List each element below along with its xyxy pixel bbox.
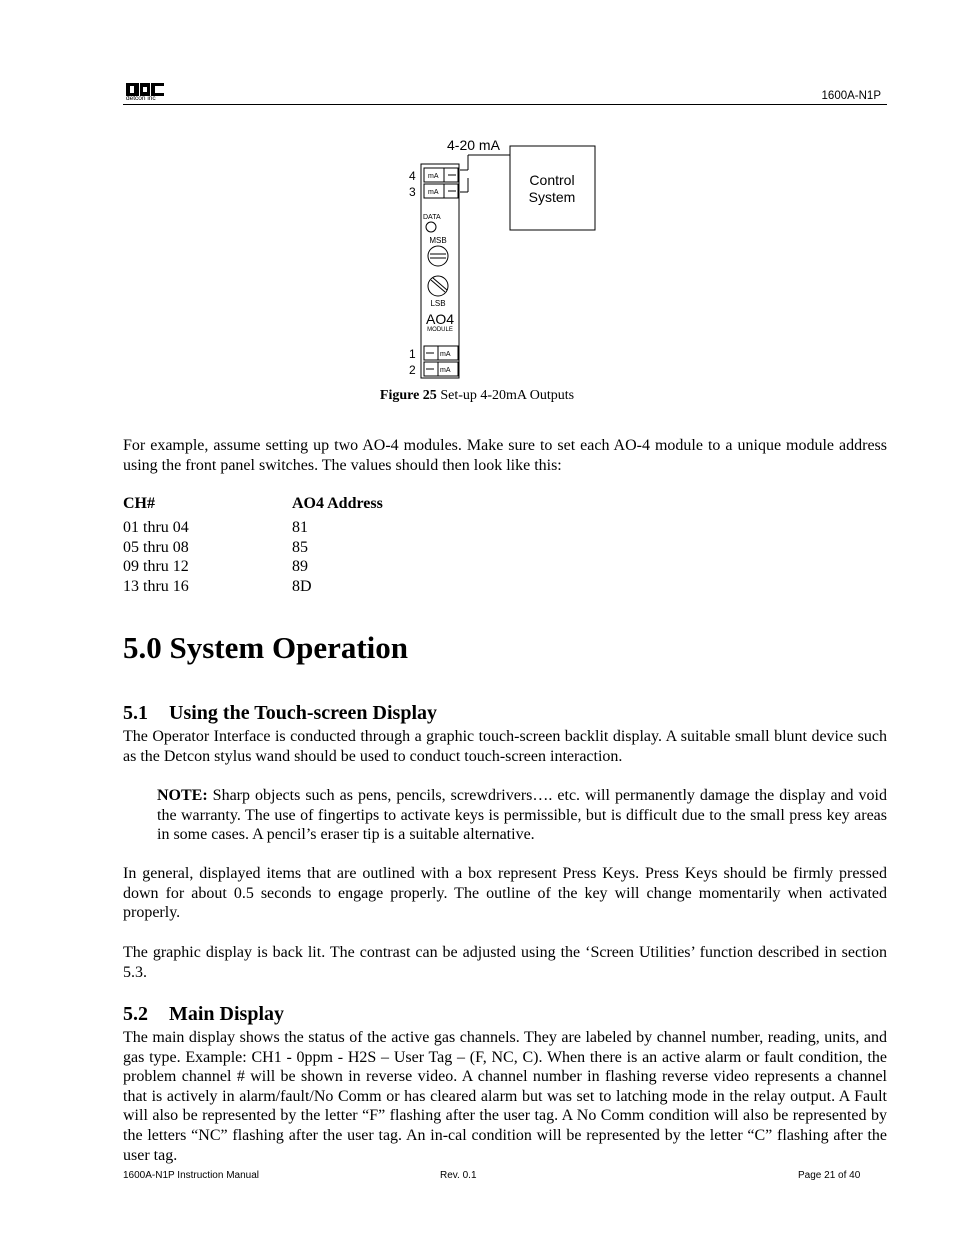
paragraph: The Operator Interface is conducted through a graphic touch-screen backlit display. A suitable small blunt device such as the Detcon stylus wand should be used to conduct touch-screen interaction. [123, 728, 887, 765]
intro-paragraph: For example, assume setting up two AO-4 modules. Make sure to set each AO-4 module to a unique module address using the front panel switches. The values should then look like this: [123, 437, 887, 474]
terminal-1-label: 1 [409, 347, 416, 361]
control-label-line2: System [528, 189, 576, 205]
table-row [123, 577, 383, 597]
subsection-number: 5.2 [123, 1003, 148, 1025]
table-row [123, 518, 383, 538]
terminal-ma-label: mA [428, 189, 439, 196]
section-title: 5.0 System Operation [123, 630, 409, 665]
module-name-label: AO4 [425, 311, 455, 327]
caption-number: Figure 25 [379, 388, 437, 403]
table-cell: 85 [292, 538, 308, 556]
table-header-cell: AO4 Address [292, 495, 383, 512]
footer-revision: Rev. 0.1 [440, 1170, 477, 1181]
note-paragraph [157, 786, 887, 845]
figure-caption [0, 388, 954, 404]
address-table [123, 494, 383, 597]
subsection-heading-5-2 [123, 1003, 284, 1026]
paragraph: The main display shows the status of the active gas channels. They are labeled by channel number, reading, units, and gas type. Example: CH1 - 0ppm - H2S – User Tag – (F, NC, C). When there is an active alarm or fault condition, the problem channel # will be shown in reverse video. A channel number in flashing reverse video represents a channel that is actively in alarm/fault/No Comm or has cleared alarm but was set to latching mode in the relay output. A Fault will also be represented by the letter “F” flashing after the user tag. A No Comm condition will also be represented by the letters “NC” flashing after the user tag. An in-cal condition will be represented by the letter “C” flashing after the user tag. [123, 1029, 887, 1164]
caption-text: Set-up 4-20mA Outputs [436, 388, 575, 403]
terminal-ma-label: mA [440, 367, 451, 374]
table-cell: 81 [292, 518, 308, 536]
note-label: NOTE: [157, 787, 208, 804]
data-label: DATA [423, 214, 441, 221]
footer-page-number: Page 21 of 40 [798, 1170, 861, 1181]
footer-manual-title: 1600A-N1P Instruction Manual [123, 1170, 260, 1181]
subsection-number: 5.1 [123, 702, 148, 724]
subsection-title: Main Display [169, 1003, 285, 1025]
terminal-4-label: 4 [409, 169, 416, 183]
ao4-wiring-figure [404, 134, 604, 382]
table-header-row [123, 494, 383, 514]
msb-switch-icon [428, 246, 448, 266]
msb-label: MSB [429, 236, 447, 245]
module-label: MODULE [427, 327, 453, 333]
table-cell: 8D [292, 578, 312, 596]
terminal-ma-label: mA [428, 173, 439, 180]
terminal-2-label: 2 [409, 363, 416, 377]
paragraph: The graphic display is back lit. The contrast can be adjusted using the ‘Screen Utilities’ function described in section 5.3. [123, 944, 887, 981]
control-label-line1: Control [529, 172, 575, 188]
note-text: Sharp objects such as pens, pencils, screwdrivers…. etc. will permanently damage the display and void the warranty. The use of fingertips to activate keys is permissible, but is difficult due to the small press key areas in some cases. A pencil’s eraser tip is a suitable alternative. [157, 787, 887, 844]
table-cell: 09 thru 12 [123, 558, 189, 576]
output-label: 4-20 mA [447, 137, 500, 153]
table-cell: 13 thru 16 [123, 578, 189, 596]
subsection-title: Using the Touch-screen Display [169, 702, 438, 724]
subsection-heading-5-1 [123, 702, 437, 725]
table-header-cell: CH# [123, 495, 155, 512]
table-row [123, 538, 383, 558]
table-cell: 01 thru 04 [123, 518, 189, 536]
table-cell: 05 thru 08 [123, 538, 189, 556]
document-id: 1600A-N1P [821, 90, 881, 102]
control-system-box [510, 146, 595, 230]
header-rule [123, 104, 887, 105]
terminal-ma-label: mA [440, 351, 451, 358]
data-led-icon [426, 222, 436, 232]
table-row [123, 557, 383, 577]
logo-text: detcon inc [126, 95, 156, 102]
table-cell: 89 [292, 558, 308, 576]
lsb-label: LSB [430, 299, 446, 308]
paragraph: In general, displayed items that are outlined with a box represent Press Keys. Press Keys should be firmly pressed down for about 0.5 seconds to engage properly. The outline of the key will change momentarily when activated properly. [123, 865, 887, 922]
terminal-3-label: 3 [409, 185, 416, 199]
